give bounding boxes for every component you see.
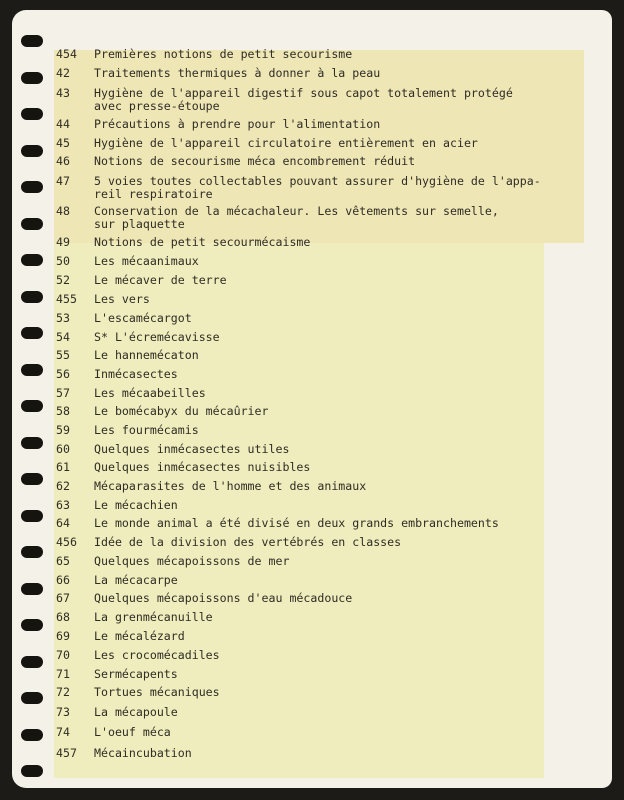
index-entry — [56, 387, 206, 400]
entry-number: 46 — [56, 154, 70, 168]
entry-number: 56 — [56, 367, 70, 381]
index-entry — [56, 461, 310, 474]
entry-number: 72 — [56, 685, 70, 699]
entry-text: Le bomécabyx du mécaûrier — [94, 404, 269, 418]
index-entry — [56, 630, 185, 643]
index-entry — [56, 747, 192, 760]
entry-number: 457 — [56, 746, 77, 760]
entry-text: Le mécaver de terre — [94, 273, 227, 287]
entry-number: 54 — [56, 330, 70, 344]
entry-number: 44 — [56, 117, 70, 131]
entry-text: Conservation de la mécachaleur. Les vêtements sur semelle, sur plaquette — [94, 204, 499, 231]
entry-text: L'oeuf méca — [94, 725, 171, 739]
entry-number: 62 — [56, 479, 70, 493]
index-entry — [56, 405, 269, 418]
index-entry — [56, 517, 499, 530]
index-entry — [56, 499, 178, 512]
index-entry — [56, 592, 352, 605]
entry-number: 455 — [56, 292, 77, 306]
index-entry — [56, 205, 499, 230]
index-entry — [56, 555, 289, 568]
index-entry — [56, 48, 352, 61]
index-entry — [56, 67, 380, 80]
entry-number: 57 — [56, 386, 70, 400]
entry-text: Les mécaanimaux — [94, 254, 199, 268]
index-entry — [56, 175, 541, 200]
entry-text: Quelques mécapoissons de mer — [94, 554, 290, 568]
entry-number: 50 — [56, 254, 70, 268]
entry-number: 43 — [56, 86, 70, 100]
index-entry — [56, 137, 478, 150]
entry-number: 45 — [56, 136, 70, 150]
entry-list — [12, 10, 612, 788]
index-entry — [56, 87, 513, 112]
entry-number: 70 — [56, 648, 70, 662]
entry-number: 48 — [56, 204, 70, 218]
entry-number: 74 — [56, 725, 70, 739]
entry-text: Quelques mécapoissons d'eau mécadouce — [94, 591, 353, 605]
entry-number: 456 — [56, 535, 77, 549]
entry-number: 71 — [56, 667, 70, 681]
entry-text: Notions de secourisme méca encombrement réduit — [94, 154, 416, 168]
entry-number: 53 — [56, 311, 70, 325]
entry-text: 5 voies toutes collectables pouvant assurer d'hygiène de l'appa- reil respiratoire — [94, 174, 541, 201]
entry-text: Le mécalézard — [94, 629, 185, 643]
entry-number: 67 — [56, 591, 70, 605]
index-entry — [56, 726, 171, 739]
entry-number: 68 — [56, 610, 70, 624]
entry-number: 60 — [56, 442, 70, 456]
entry-number: 66 — [56, 573, 70, 587]
entry-number: 69 — [56, 629, 70, 643]
index-entry — [56, 443, 289, 456]
entry-text: Le mécachien — [94, 498, 178, 512]
entry-number: 63 — [56, 498, 70, 512]
index-entry — [56, 349, 199, 362]
entry-number: 47 — [56, 174, 70, 188]
entry-text: Idée de la division des vertébrés en classes — [94, 535, 402, 549]
entry-text: Inmécasectes — [94, 367, 178, 381]
index-entry — [56, 331, 220, 344]
entry-text: Hygiène de l'appareil circulatoire entièrement en acier — [94, 136, 478, 150]
index-entry — [56, 668, 178, 681]
index-entry — [56, 706, 178, 719]
entry-text: Sermécapents — [94, 667, 178, 681]
entry-number: 73 — [56, 705, 70, 719]
entry-text: Quelques inmécasectes nuisibles — [94, 460, 311, 474]
index-entry — [56, 312, 192, 325]
index-entry — [56, 649, 220, 662]
entry-text: Mécaparasites de l'homme et des animaux — [94, 479, 367, 493]
entry-number: 52 — [56, 273, 70, 287]
index-entry — [56, 236, 310, 249]
entry-text: Le monde animal a été divisé en deux grands embranchements — [94, 516, 499, 530]
entry-text: Les vers — [94, 292, 150, 306]
index-entry — [56, 574, 178, 587]
index-entry — [56, 368, 178, 381]
entry-text: Premières notions de petit secourisme — [94, 47, 353, 61]
entry-text: Quelques inmécasectes utiles — [94, 442, 290, 456]
index-entry — [56, 118, 380, 131]
entry-number: 55 — [56, 348, 70, 362]
entry-number: 42 — [56, 66, 70, 80]
index-entry — [56, 611, 213, 624]
index-entry — [56, 255, 199, 268]
index-entry — [56, 155, 415, 168]
entry-number: 65 — [56, 554, 70, 568]
entry-text: Tortues mécaniques — [94, 685, 220, 699]
entry-number: 64 — [56, 516, 70, 530]
entry-text: L'escamécargot — [94, 311, 192, 325]
entry-text: Précautions à prendre pour l'alimentation — [94, 117, 381, 131]
index-card — [12, 10, 612, 788]
index-entry — [56, 274, 227, 287]
entry-text: Mécaincubation — [94, 746, 192, 760]
entry-text: Les crocomécadiles — [94, 648, 220, 662]
entry-number: 58 — [56, 404, 70, 418]
entry-text: Hygiène de l'appareil digestif sous capot totalement protégé avec presse-étoupe — [94, 86, 513, 113]
entry-number: 61 — [56, 460, 70, 474]
entry-text: La grenmécanuille — [94, 610, 213, 624]
index-entry — [56, 686, 220, 699]
entry-number: 59 — [56, 423, 70, 437]
entry-text: S* L'écremécavisse — [94, 330, 220, 344]
entry-text: La mécapoule — [94, 705, 178, 719]
entry-text: Les fourmécamis — [94, 423, 199, 437]
entry-number: 49 — [56, 235, 70, 249]
entry-number: 454 — [56, 47, 77, 61]
entry-text: Traitements thermiques à donner à la peau — [94, 66, 381, 80]
index-entry — [56, 536, 401, 549]
entry-text: Les mécaabeilles — [94, 386, 206, 400]
entry-text: Notions de petit secourmécaisme — [94, 235, 311, 249]
index-entry — [56, 424, 199, 437]
entry-text: La mécacarpe — [94, 573, 178, 587]
index-entry — [56, 293, 150, 306]
entry-text: Le hannemécaton — [94, 348, 199, 362]
index-entry — [56, 480, 366, 493]
